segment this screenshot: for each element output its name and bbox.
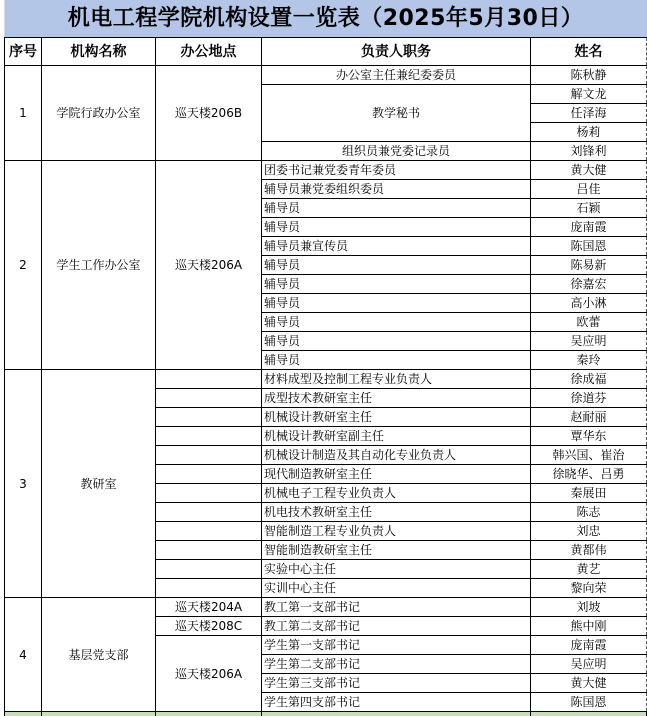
office-cell[interactable] [156,427,262,446]
person-cell[interactable]: 庞南霞 [531,636,647,655]
office-cell[interactable]: 巡天楼208C [156,617,262,636]
person-cell[interactable]: 黄艺 [531,560,647,579]
office-cell[interactable]: 巡天楼206A [156,636,262,712]
empty-cell[interactable] [156,712,262,716]
role-cell[interactable]: 教工第一支部书记 [262,598,531,617]
header-org-name: 机构名称 [42,38,156,66]
person-cell[interactable]: 杨莉 [531,123,647,142]
role-cell[interactable]: 学生第一支部书记 [262,636,531,655]
section-number[interactable]: 2 [5,161,42,370]
section-number[interactable]: 3 [5,370,42,598]
role-cell[interactable]: 辅导员 [262,199,531,218]
org-name-cell[interactable]: 基层党支部 [42,598,156,712]
role-cell[interactable]: 实训中心主任 [262,579,531,598]
role-cell[interactable]: 学生第四支部书记 [262,693,531,712]
role-cell[interactable]: 辅导员 [262,218,531,237]
person-cell[interactable]: 陈易新 [531,256,647,275]
header-office: 办公地点 [156,38,262,66]
section-number[interactable]: 4 [5,598,42,712]
role-cell[interactable]: 办公室主任兼纪委委员 [262,66,531,85]
role-cell[interactable]: 机械设计教研室副主任 [262,427,531,446]
person-cell[interactable]: 熊中刚 [531,617,647,636]
role-cell[interactable]: 智能制造工程专业负责人 [262,522,531,541]
person-cell[interactable]: 黄大健 [531,674,647,693]
person-cell[interactable]: 庞南霞 [531,218,647,237]
person-cell[interactable]: 陈国恩 [531,693,647,712]
office-cell[interactable] [156,560,262,579]
person-cell[interactable]: 黄大健 [531,161,647,180]
person-cell[interactable]: 欧蕾 [531,313,647,332]
sheet-title: 机电工程学院机构设置一览表（2025年5月30日） [5,0,647,38]
role-cell[interactable]: 教工第二支部书记 [262,617,531,636]
role-cell[interactable]: 团委书记兼党委青年委员 [262,161,531,180]
role-cell[interactable]: 辅导员 [262,294,531,313]
role-cell[interactable]: 辅导员兼宣传员 [262,237,531,256]
header-person: 姓名 [531,38,647,66]
role-cell[interactable]: 辅导员兼党委组织委员 [262,180,531,199]
table-row [5,161,647,180]
table-row [5,66,647,85]
role-cell[interactable]: 机械设计教研室主任 [262,408,531,427]
person-cell[interactable]: 黎向荣 [531,579,647,598]
role-cell[interactable]: 辅导员 [262,313,531,332]
person-cell[interactable]: 秦玲 [531,351,647,370]
office-cell[interactable] [156,408,262,427]
office-cell[interactable]: 巡天楼206A [156,161,262,370]
role-cell[interactable]: 学生第三支部书记 [262,674,531,693]
table-row [5,370,647,389]
person-cell[interactable]: 刘坡 [531,598,647,617]
person-cell[interactable]: 覃华东 [531,427,647,446]
office-cell[interactable] [156,446,262,465]
office-cell[interactable] [156,579,262,598]
section-number[interactable]: 1 [5,66,42,161]
person-cell[interactable]: 徐成福 [531,370,647,389]
role-cell[interactable]: 辅导员 [262,332,531,351]
office-cell[interactable]: 巡天楼204A [156,598,262,617]
role-cell[interactable]: 成型技术教研室主任 [262,389,531,408]
person-cell[interactable]: 陈国恩 [531,237,647,256]
person-cell[interactable]: 陈秋静 [531,66,647,85]
role-cell[interactable]: 组织员兼党委记录员 [262,142,531,161]
role-cell[interactable]: 机械设计制造及其自动化专业负责人 [262,446,531,465]
person-cell[interactable]: 陈志 [531,503,647,522]
office-cell[interactable] [156,484,262,503]
role-cell[interactable]: 材料成型及控制工程专业负责人 [262,370,531,389]
person-cell[interactable]: 徐晓华、吕勇 [531,465,647,484]
role-cell[interactable]: 机电技术教研室主任 [262,503,531,522]
org-name-cell[interactable]: 教研室 [42,370,156,598]
office-cell[interactable] [156,541,262,560]
role-cell[interactable]: 教学秘书 [262,85,531,142]
person-cell[interactable]: 吴应明 [531,332,647,351]
header-no: 序号 [5,38,42,66]
person-cell[interactable]: 任泽海 [531,104,647,123]
role-cell[interactable]: 辅导员 [262,351,531,370]
office-cell[interactable]: 巡天楼206B [156,66,262,161]
office-cell[interactable] [156,370,262,389]
person-cell[interactable]: 刘忠 [531,522,647,541]
office-cell[interactable] [156,465,262,484]
next-row [5,712,647,716]
person-cell[interactable]: 徐嘉宏 [531,275,647,294]
person-cell[interactable]: 吴应明 [531,655,647,674]
office-cell[interactable] [156,389,262,408]
org-name-cell[interactable]: 学生工作办公室 [42,161,156,370]
person-cell[interactable]: 高小淋 [531,294,647,313]
empty-cell[interactable] [42,712,156,716]
person-cell[interactable]: 赵耐丽 [531,408,647,427]
header-role: 负责人职务 [262,38,531,66]
org-table [4,0,647,716]
person-cell[interactable]: 解文龙 [531,85,647,104]
person-cell[interactable]: 徐道芬 [531,389,647,408]
person-cell[interactable]: 韩兴国、崔治 [531,446,647,465]
role-cell[interactable]: 智能制造教研室主任 [262,541,531,560]
person-cell[interactable]: 黄都伟 [531,541,647,560]
empty-cell[interactable] [5,712,42,716]
role-cell[interactable]: 学生第二支部书记 [262,655,531,674]
role-cell[interactable]: 辅导员 [262,275,531,294]
role-cell[interactable]: 辅导员 [262,256,531,275]
person-cell[interactable]: 吕佳 [531,180,647,199]
office-cell[interactable] [156,503,262,522]
person-cell[interactable]: 刘锋利 [531,142,647,161]
office-cell[interactable] [156,522,262,541]
empty-cell[interactable] [262,712,531,716]
table-row [5,598,647,617]
empty-cell[interactable] [531,712,647,716]
role-cell[interactable]: 实验中心主任 [262,560,531,579]
person-cell[interactable]: 石颖 [531,199,647,218]
org-name-cell[interactable]: 学院行政办公室 [42,66,156,161]
role-cell[interactable]: 现代制造教研室主任 [262,465,531,484]
role-cell[interactable]: 机械电子工程专业负责人 [262,484,531,503]
person-cell[interactable]: 秦展田 [531,484,647,503]
